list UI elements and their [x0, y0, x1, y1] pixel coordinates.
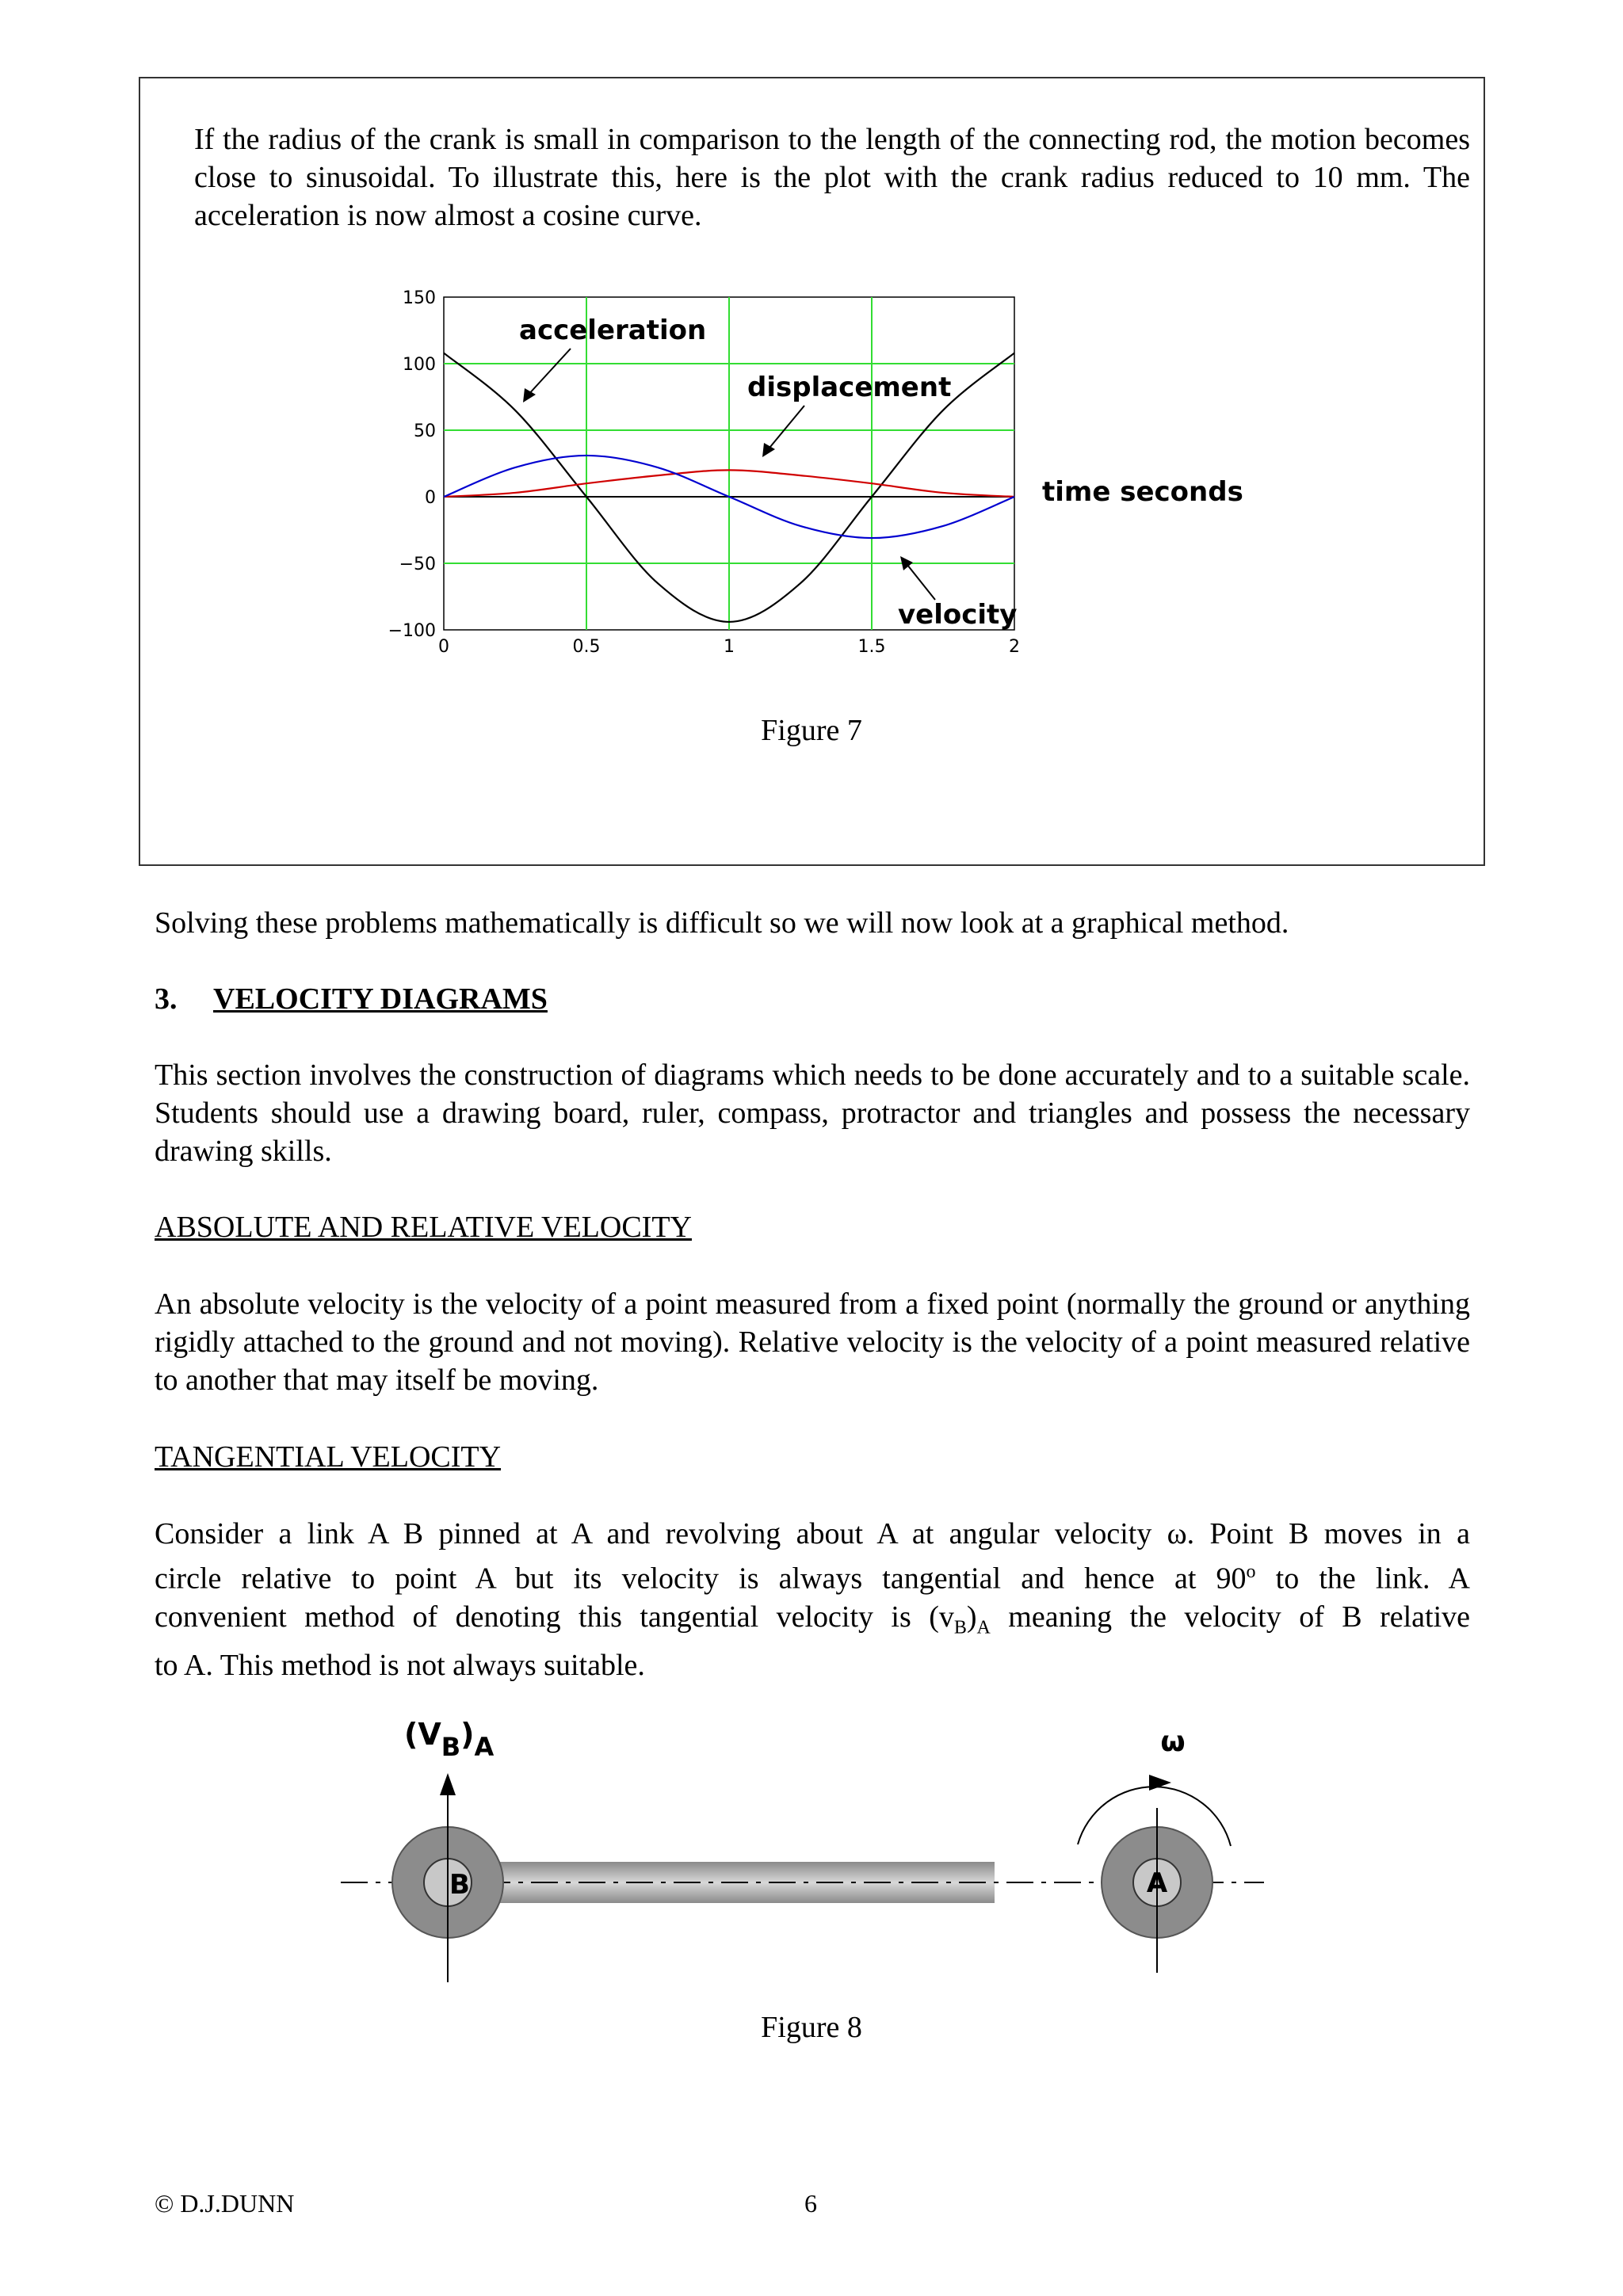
- tangential-line-3: [155, 1598, 1470, 1647]
- x-tick-label: 1.5: [857, 637, 886, 657]
- x-tick-label: 0: [438, 637, 449, 657]
- tangential-paragraph: [155, 1515, 1470, 1684]
- tangential-line-2: [155, 1553, 1470, 1598]
- label-a: A: [1146, 1867, 1168, 1899]
- y-tick-label: 100: [403, 355, 436, 375]
- label-b: B: [449, 1869, 470, 1901]
- y-tick-label: 0: [425, 488, 436, 508]
- x-tick-label: 1: [724, 637, 735, 657]
- annotation-velocity: velocity: [898, 599, 1018, 631]
- y-tick-label: −50: [399, 555, 436, 574]
- solving-paragraph: Solving these problems mathematically is difficult so we will now look at a graphical method.: [155, 906, 1289, 940]
- subscript-b: B: [953, 1617, 967, 1638]
- label-omega: ω: [1160, 1726, 1186, 1758]
- section-title: VELOCITY DIAGRAMS: [213, 982, 548, 1016]
- figure8-caption: Figure 8: [761, 2011, 862, 2044]
- subheading-tangential: TANGENTIAL VELOCITY: [155, 1440, 502, 1474]
- tangential-line-3-mid: ): [966, 1600, 977, 1634]
- y-tick-label: −100: [388, 621, 436, 641]
- absolute-paragraph: An absolute velocity is the velocity of a point measured from a fixed point (normally the ground or anything rigidly attached to the ground and not moving). Relative velocity is the velocity of a point measured relative to another that may itself be moving.: [155, 1287, 1470, 1397]
- degree-superscript: o: [1246, 1562, 1256, 1582]
- annotation-acceleration: acceleration: [519, 315, 707, 346]
- x-tick-label: 2: [1009, 637, 1020, 657]
- tangential-line-4: to A. This method is not always suitable.: [155, 1649, 645, 1683]
- tangential-line-2-pre: circle relative to point A but its velocity is always tangential and hence at 90: [155, 1562, 1247, 1596]
- footer-page-number: 6: [804, 2189, 817, 2218]
- y-tick-label: 50: [414, 421, 436, 441]
- x-axis-label: time seconds: [1042, 476, 1243, 508]
- box-paragraph: If the radius of the crank is small in comparison to the length of the connecting rod, the motion becomes close to sinusoidal. To illustrate this, here is the plot with the crank radius reduced to 10 mm. The acceleration is now almost a cosine curve.: [194, 123, 1470, 232]
- section-heading: [155, 980, 548, 1018]
- section-paragraph: This section involves the construction of diagrams which needs to be done accurately and to a suitable scale. Students should use a drawing board, ruler, compass, protractor and triangles and possess the necessary drawing skills.: [155, 1058, 1470, 1168]
- tangential-line-2-post: to the link. A: [1255, 1562, 1470, 1596]
- x-tick-label: 0.5: [572, 637, 601, 657]
- tangential-line-3-pre: convenient method of denoting this tangential velocity is (v: [155, 1600, 954, 1634]
- tangential-line-1: Consider a link A B pinned at A and revolving about A at angular velocity ω. Point B moves in a: [155, 1517, 1470, 1550]
- y-tick-label: 150: [403, 288, 436, 308]
- annotation-displacement: displacement: [747, 372, 952, 403]
- velocity-vb-arrowhead: [440, 1773, 456, 1795]
- subscript-a: A: [976, 1617, 991, 1638]
- footer-copyright: © D.J.DUNN: [155, 2189, 295, 2218]
- subheading-absolute-relative: ABSOLUTE AND RELATIVE VELOCITY: [155, 1211, 692, 1244]
- figure8-diagram: [325, 1703, 1276, 1997]
- figure7-chart: [380, 269, 1252, 713]
- label-vb: $(V_B)_A$: [404, 1717, 495, 1762]
- section-number: 3.: [155, 982, 178, 1016]
- figure7-caption: Figure 7: [761, 714, 862, 747]
- tangential-line-3-post: meaning the velocity of B relative: [990, 1600, 1470, 1634]
